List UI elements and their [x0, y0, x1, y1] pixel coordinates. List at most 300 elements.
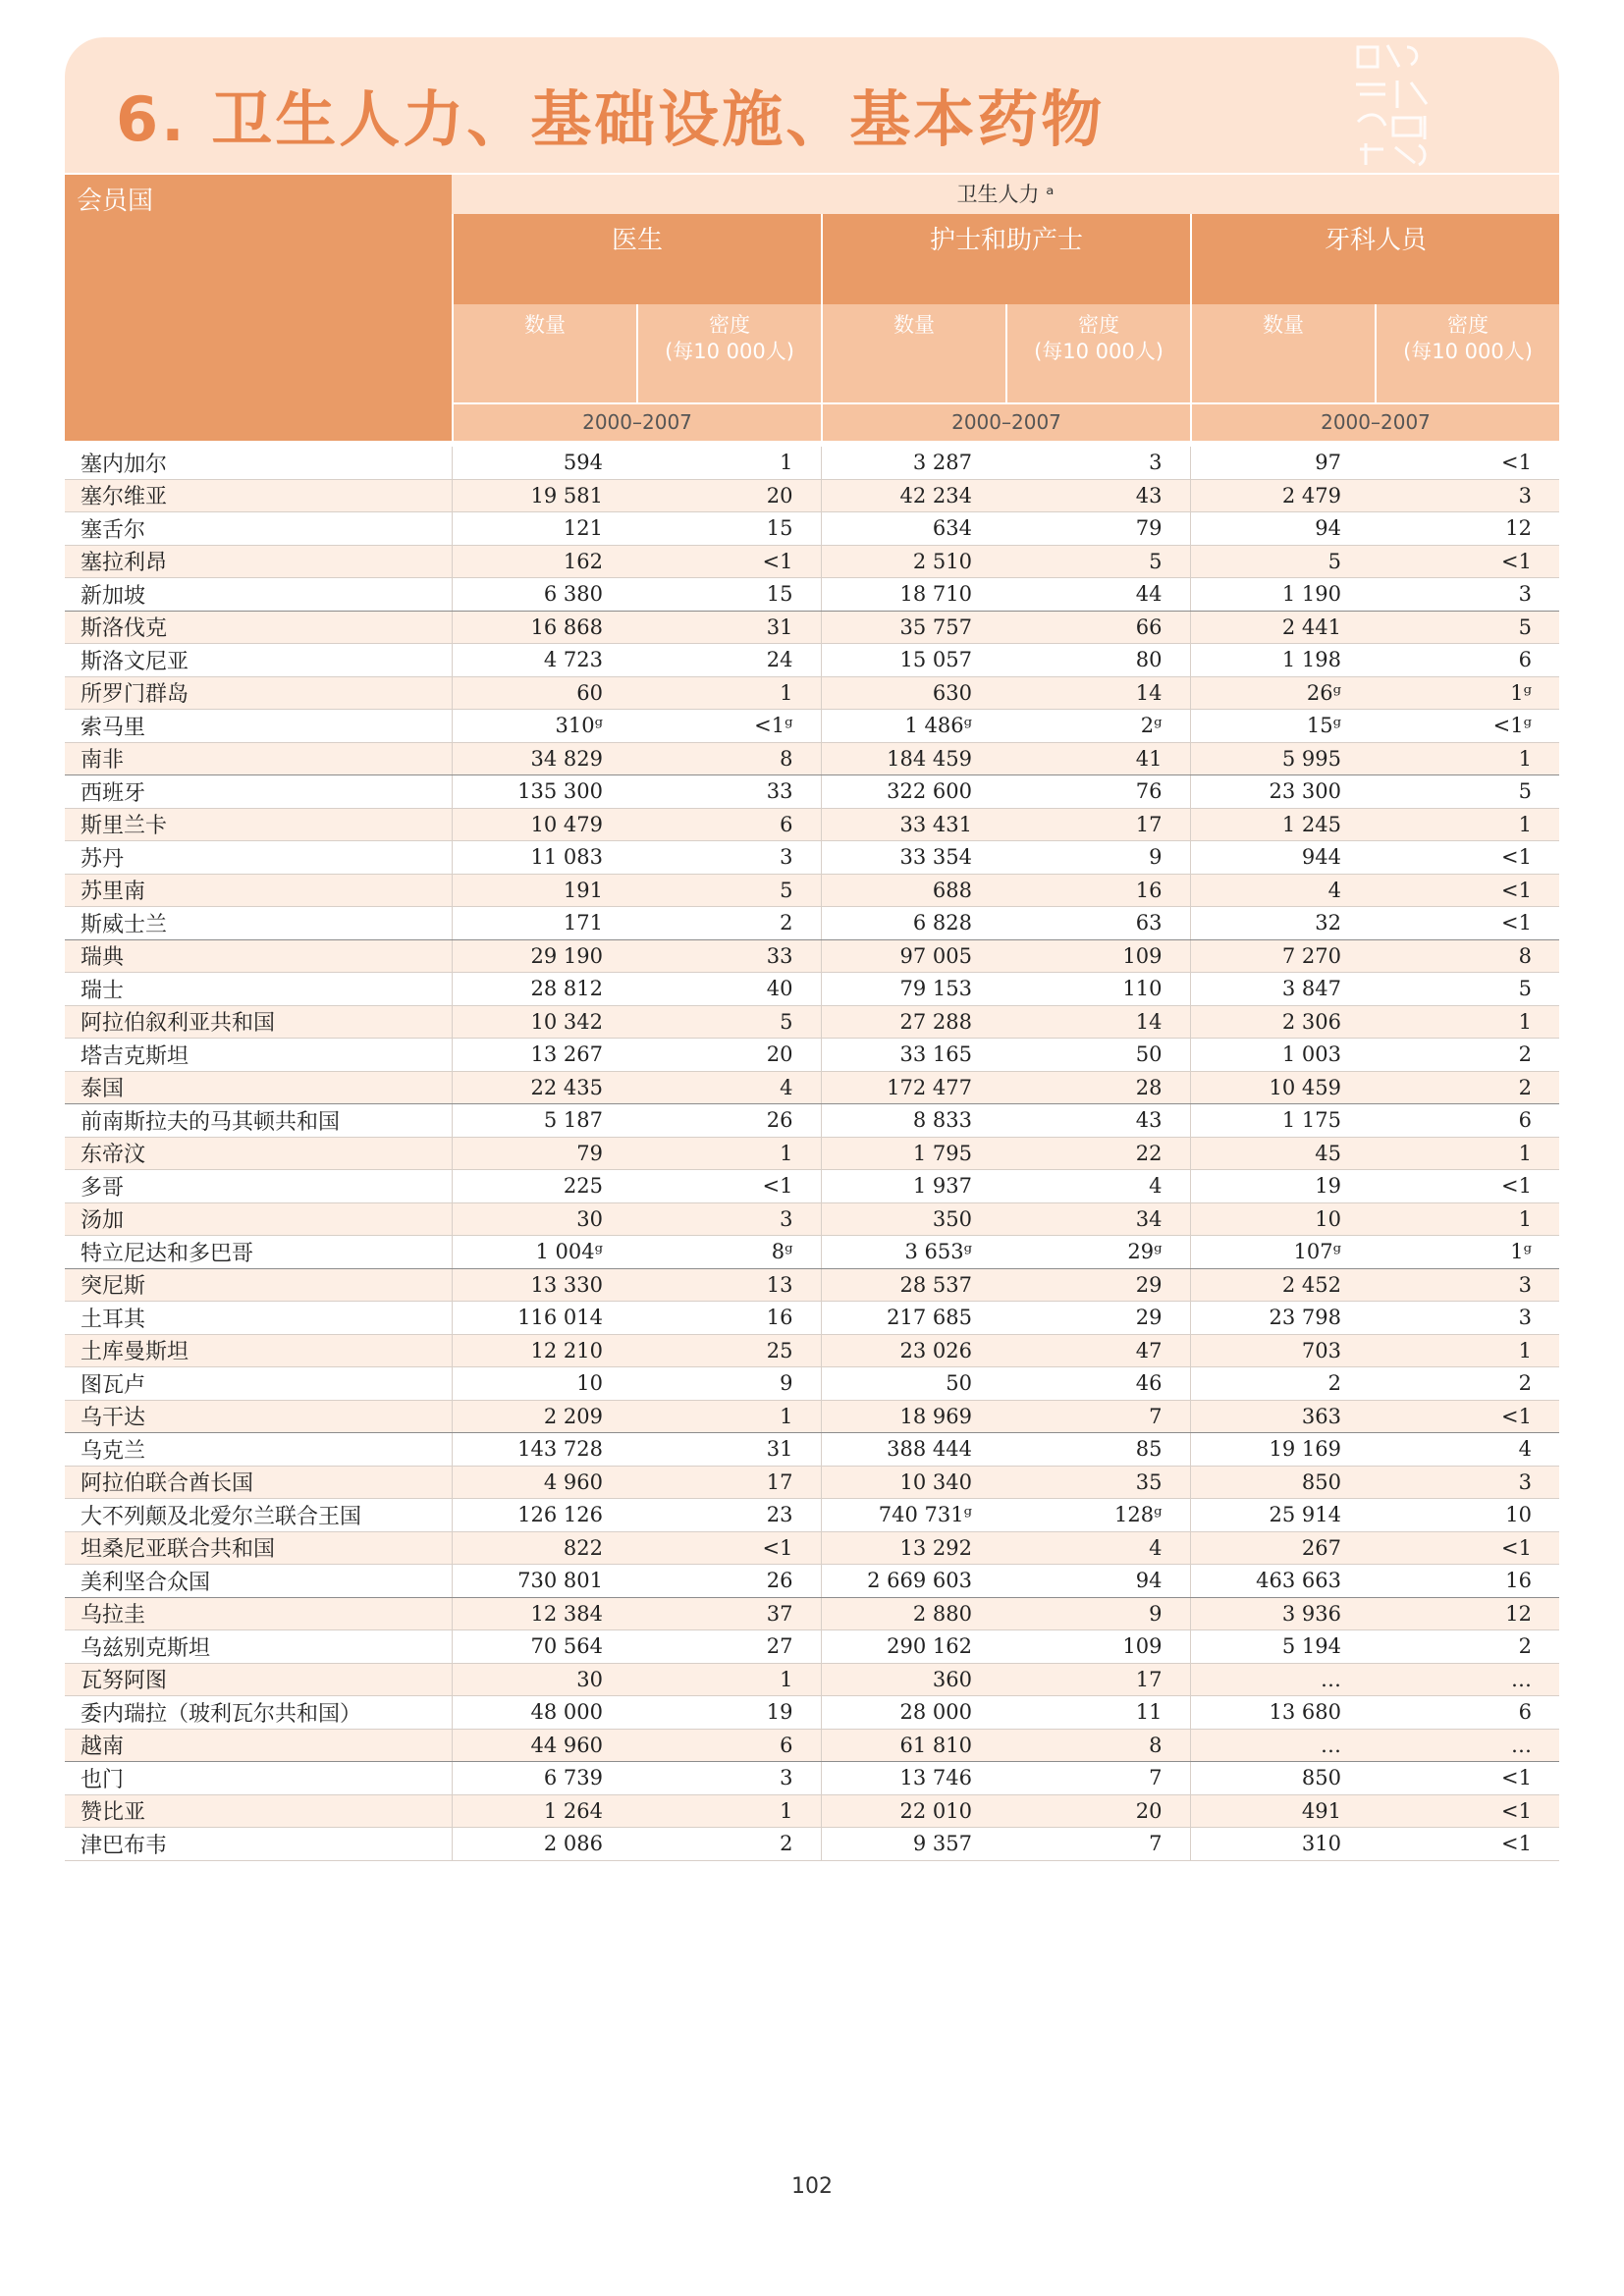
country-name: 西班牙 — [65, 775, 452, 809]
dentistry-count-cell: … — [1190, 1729, 1375, 1762]
physicians-density-cell: 16 — [636, 1302, 821, 1335]
member-states-header: 会员国 — [65, 175, 452, 441]
nurses-count-cell: 630 — [821, 676, 1005, 710]
physicians-density-cell: 15 — [636, 578, 821, 612]
nurses-count-cell: 3 287 — [821, 447, 1005, 479]
table-row — [65, 1137, 1559, 1170]
physicians-density-cell: 2 — [636, 1828, 821, 1861]
country-name: 泰国 — [65, 1071, 452, 1104]
nurses-density-cell: 4 — [1005, 1531, 1190, 1565]
dentistry-header: 牙科人员 — [1190, 214, 1559, 304]
dentistry-density-cell: <1 — [1375, 907, 1559, 940]
physicians-density-cell: <1ᵍ — [636, 710, 821, 743]
physicians-density-cell: 31 — [636, 1433, 821, 1467]
physicians-density-cell: 9 — [636, 1367, 821, 1401]
physicians-density-cell: 5 — [636, 874, 821, 907]
nurses-count-cell: 13 292 — [821, 1531, 1005, 1565]
dentistry-density-cell: 2 — [1375, 1630, 1559, 1664]
nurses-count-cell: 35 757 — [821, 611, 1005, 644]
table-row — [65, 1268, 1559, 1302]
country-name: 斯威士兰 — [65, 907, 452, 940]
country-name: 越南 — [65, 1729, 452, 1762]
dentistry-count-cell: 23 798 — [1190, 1302, 1375, 1335]
dentistry-count-cell: 1 003 — [1190, 1039, 1375, 1072]
country-name: 塞尔维亚 — [65, 479, 452, 512]
table-row — [65, 1202, 1559, 1236]
dentistry-density-cell: <1 — [1375, 1170, 1559, 1203]
physicians-density-cell: 6 — [636, 808, 821, 841]
dentistry-count-cell: 1 245 — [1190, 808, 1375, 841]
physicians-count-cell: 5 187 — [452, 1104, 636, 1138]
dentistry-density-cell: 1 — [1375, 808, 1559, 841]
table-row — [65, 1433, 1559, 1467]
table-row — [65, 676, 1559, 710]
table-row — [65, 973, 1559, 1006]
nurses-density-cell: 5 — [1005, 545, 1190, 578]
physicians-count-cell: 116 014 — [452, 1302, 636, 1335]
dentistry-count-cell: 23 300 — [1190, 775, 1375, 809]
dentistry-count-header: 数量 — [1190, 304, 1375, 402]
nurses-count-cell: 388 444 — [821, 1433, 1005, 1467]
physicians-density-cell: 23 — [636, 1499, 821, 1532]
physicians-count-cell: 70 564 — [452, 1630, 636, 1664]
physicians-density-cell: 17 — [636, 1466, 821, 1499]
physicians-density-cell: 1 — [636, 447, 821, 479]
physicians-count-cell: 28 812 — [452, 973, 636, 1006]
page-title: 6. 卫生人力、基础设施、基本药物 — [116, 83, 1106, 155]
dentistry-density-cell: 1 — [1375, 742, 1559, 775]
dentistry-count-cell: 1 190 — [1190, 578, 1375, 612]
dentistry-count-cell: 850 — [1190, 1466, 1375, 1499]
dentistry-density-cell: … — [1375, 1663, 1559, 1696]
physicians-density-cell: 6 — [636, 1729, 821, 1762]
country-name: 斯洛伐克 — [65, 611, 452, 644]
dentistry-density-cell: 2 — [1375, 1039, 1559, 1072]
physicians-density-cell: 3 — [636, 1762, 821, 1795]
nurses-density-cell: 29ᵍ — [1005, 1236, 1190, 1269]
nurses-count-cell: 172 477 — [821, 1071, 1005, 1104]
nurses-count-cell: 33 431 — [821, 808, 1005, 841]
nurses-density-cell: 50 — [1005, 1039, 1190, 1072]
physicians-header: 医生 — [452, 214, 821, 304]
nurses-count-cell: 33 165 — [821, 1039, 1005, 1072]
dentistry-count-cell: 2 441 — [1190, 611, 1375, 644]
physicians-density-cell: 33 — [636, 775, 821, 809]
dentistry-count-cell: 5 194 — [1190, 1630, 1375, 1664]
dentistry-density-cell: 6 — [1375, 644, 1559, 677]
table-row — [65, 710, 1559, 743]
table-row — [65, 1400, 1559, 1433]
dentistry-density-cell: 3 — [1375, 479, 1559, 512]
dentistry-density-cell: 6 — [1375, 1104, 1559, 1138]
physicians-count-cell: 1 264 — [452, 1794, 636, 1828]
country-name: 瓦努阿图 — [65, 1663, 452, 1696]
dentistry-count-cell: 4 — [1190, 874, 1375, 907]
country-name: 乌拉圭 — [65, 1597, 452, 1630]
physicians-density-cell: 26 — [636, 1565, 821, 1598]
dentistry-density-cell: 5 — [1375, 611, 1559, 644]
physicians-count-cell: 13 267 — [452, 1039, 636, 1072]
country-name: 委内瑞拉（玻利瓦尔共和国） — [65, 1696, 452, 1730]
physicians-count-cell: 34 829 — [452, 742, 636, 775]
dentistry-density-cell: <1 — [1375, 1762, 1559, 1795]
country-name: 所罗门群岛 — [65, 676, 452, 710]
physicians-density-cell: 37 — [636, 1597, 821, 1630]
country-name: 津巴布韦 — [65, 1828, 452, 1861]
nurses-count-cell: 3 653ᵍ — [821, 1236, 1005, 1269]
nurses-density-cell: 20 — [1005, 1794, 1190, 1828]
nurses-density-cell: 29 — [1005, 1302, 1190, 1335]
dentistry-count-cell: 10 — [1190, 1202, 1375, 1236]
dentistry-density-cell: 1ᵍ — [1375, 1236, 1559, 1269]
physicians-count-cell: 16 868 — [452, 611, 636, 644]
physicians-density-cell: 24 — [636, 644, 821, 677]
dentistry-density-cell: 3 — [1375, 1268, 1559, 1302]
physicians-density-cell: 4 — [636, 1071, 821, 1104]
dentistry-density-cell: <1 — [1375, 1531, 1559, 1565]
nurses-count-cell: 33 354 — [821, 841, 1005, 875]
country-name: 新加坡 — [65, 578, 452, 612]
nurses-density-cell: 22 — [1005, 1137, 1190, 1170]
country-name: 多哥 — [65, 1170, 452, 1203]
nurses-count-cell: 97 005 — [821, 939, 1005, 973]
dentistry-count-cell: 13 680 — [1190, 1696, 1375, 1730]
country-name: 苏丹 — [65, 841, 452, 875]
dentistry-count-cell: 19 — [1190, 1170, 1375, 1203]
physicians-density-cell: 19 — [636, 1696, 821, 1730]
nurses-density-cell: 44 — [1005, 578, 1190, 612]
country-name: 乌克兰 — [65, 1433, 452, 1467]
nurses-density-cell: 35 — [1005, 1466, 1190, 1499]
nurses-density-cell: 28 — [1005, 1071, 1190, 1104]
page-number: 102 — [791, 2174, 833, 2199]
dentistry-density-header: 密度 (每10 000人) — [1375, 304, 1559, 402]
physicians-count-cell: 48 000 — [452, 1696, 636, 1730]
nurses-density-cell: 29 — [1005, 1268, 1190, 1302]
physicians-density-cell: 20 — [636, 1039, 821, 1072]
nurses-density-cell: 66 — [1005, 611, 1190, 644]
table-row — [65, 1828, 1559, 1861]
table-row — [65, 1302, 1559, 1335]
physicians-density-cell: 40 — [636, 973, 821, 1006]
dentistry-density-cell: 5 — [1375, 973, 1559, 1006]
physicians-year-range: 2000–2007 — [452, 404, 821, 441]
country-name: 阿拉伯叙利亚共和国 — [65, 1005, 452, 1039]
physicians-count-cell: 30 — [452, 1663, 636, 1696]
nurses-count-cell: 688 — [821, 874, 1005, 907]
nurses-count-cell: 13 746 — [821, 1762, 1005, 1795]
dentistry-count-cell: 15ᵍ — [1190, 710, 1375, 743]
country-name: 塞舌尔 — [65, 512, 452, 546]
dentistry-density-cell: 1 — [1375, 1202, 1559, 1236]
dentistry-density-cell: 4 — [1375, 1433, 1559, 1467]
physicians-density-cell: <1 — [636, 1531, 821, 1565]
nurses-count-cell: 322 600 — [821, 775, 1005, 809]
dentistry-density-cell: 8 — [1375, 939, 1559, 973]
table-row — [65, 1367, 1559, 1401]
nurses-count-cell: 23 026 — [821, 1334, 1005, 1367]
dentistry-density-cell: 1 — [1375, 1334, 1559, 1367]
nurses-density-cell: 109 — [1005, 939, 1190, 973]
physicians-count-cell: 594 — [452, 447, 636, 479]
dentistry-density-cell: 1ᵍ — [1375, 676, 1559, 710]
country-name: 图瓦卢 — [65, 1367, 452, 1401]
nurses-density-cell: 4 — [1005, 1170, 1190, 1203]
physicians-count-cell: 126 126 — [452, 1499, 636, 1532]
table-row — [65, 1334, 1559, 1367]
physicians-count-cell: 822 — [452, 1531, 636, 1565]
country-name: 土耳其 — [65, 1302, 452, 1335]
physicians-count-cell: 2 086 — [452, 1828, 636, 1861]
physicians-count-header: 数量 — [452, 304, 636, 402]
physicians-count-cell: 143 728 — [452, 1433, 636, 1467]
dentistry-density-cell: <1ᵍ — [1375, 710, 1559, 743]
dentistry-count-cell: 97 — [1190, 447, 1375, 479]
nurses-density-cell: 46 — [1005, 1367, 1190, 1401]
nurses-density-cell: 94 — [1005, 1565, 1190, 1598]
dentistry-count-cell: 45 — [1190, 1137, 1375, 1170]
dentistry-density-cell: <1 — [1375, 545, 1559, 578]
nurses-count-cell: 217 685 — [821, 1302, 1005, 1335]
country-name: 塔吉克斯坦 — [65, 1039, 452, 1072]
table-row — [65, 1597, 1559, 1630]
physicians-density-cell: <1 — [636, 545, 821, 578]
workforce-table — [65, 447, 1559, 1861]
nurses-count-cell: 350 — [821, 1202, 1005, 1236]
physicians-count-cell: 10 342 — [452, 1005, 636, 1039]
dentistry-density-cell: 12 — [1375, 1597, 1559, 1630]
dentistry-density-cell: 3 — [1375, 1466, 1559, 1499]
physicians-count-cell: 171 — [452, 907, 636, 940]
physicians-density-header: 密度 (每10 000人) — [636, 304, 821, 402]
country-name: 斯洛文尼亚 — [65, 644, 452, 677]
nurses-count-header: 数量 — [821, 304, 1005, 402]
dentistry-density-cell: 3 — [1375, 578, 1559, 612]
nurses-density-cell: 76 — [1005, 775, 1190, 809]
physicians-density-cell: 26 — [636, 1104, 821, 1138]
nurses-count-cell: 184 459 — [821, 742, 1005, 775]
health-workforce-header: 卫生人力 ᵃ — [452, 175, 1559, 214]
nurses-density-cell: 7 — [1005, 1400, 1190, 1433]
nurses-count-cell: 9 357 — [821, 1828, 1005, 1861]
nurses-density-cell: 11 — [1005, 1696, 1190, 1730]
physicians-density-cell: 3 — [636, 841, 821, 875]
dentistry-density-cell: 6 — [1375, 1696, 1559, 1730]
dentistry-count-cell: 267 — [1190, 1531, 1375, 1565]
country-name: 乌干达 — [65, 1400, 452, 1433]
table-row — [65, 775, 1559, 809]
nurses-count-cell: 15 057 — [821, 644, 1005, 677]
nurses-count-cell: 634 — [821, 512, 1005, 546]
table-row — [65, 1170, 1559, 1203]
physicians-density-cell: 33 — [636, 939, 821, 973]
country-name: 斯里兰卡 — [65, 808, 452, 841]
nurses-density-cell: 9 — [1005, 1597, 1190, 1630]
title-banner — [65, 37, 1559, 173]
dentistry-density-cell: <1 — [1375, 1794, 1559, 1828]
table-row — [65, 1794, 1559, 1828]
table-row — [65, 479, 1559, 512]
nurses-density-cell: 85 — [1005, 1433, 1190, 1467]
nurses-density-cell: 14 — [1005, 1005, 1190, 1039]
nurses-density-cell: 47 — [1005, 1334, 1190, 1367]
nurses-count-cell: 8 833 — [821, 1104, 1005, 1138]
nurses-count-cell: 28 537 — [821, 1268, 1005, 1302]
nurses-count-cell: 1 795 — [821, 1137, 1005, 1170]
nurses-count-cell: 42 234 — [821, 479, 1005, 512]
physicians-count-cell: 22 435 — [452, 1071, 636, 1104]
physicians-count-cell: 12 210 — [452, 1334, 636, 1367]
physicians-count-cell: 29 190 — [452, 939, 636, 973]
nurses-density-cell: 43 — [1005, 479, 1190, 512]
nurses-count-cell: 79 153 — [821, 973, 1005, 1006]
nurses-count-cell: 18 969 — [821, 1400, 1005, 1433]
dentistry-count-cell: 2 306 — [1190, 1005, 1375, 1039]
table-row — [65, 1663, 1559, 1696]
physicians-count-cell: 79 — [452, 1137, 636, 1170]
nurses-density-cell: 14 — [1005, 676, 1190, 710]
nurses-density-cell: 128ᵍ — [1005, 1499, 1190, 1532]
table-row — [65, 841, 1559, 875]
country-name: 瑞典 — [65, 939, 452, 973]
table-row — [65, 742, 1559, 775]
table-body — [65, 447, 1559, 1860]
table-row — [65, 1104, 1559, 1138]
nurses-density-cell: 7 — [1005, 1762, 1190, 1795]
dentistry-density-cell: 1 — [1375, 1137, 1559, 1170]
table-row — [65, 1729, 1559, 1762]
dentistry-density-cell: <1 — [1375, 841, 1559, 875]
dentistry-count-cell: 850 — [1190, 1762, 1375, 1795]
dentistry-count-cell: 3 936 — [1190, 1597, 1375, 1630]
country-name: 苏里南 — [65, 874, 452, 907]
dentistry-density-cell: 3 — [1375, 1302, 1559, 1335]
nurses-count-cell: 50 — [821, 1367, 1005, 1401]
nurses-count-cell: 360 — [821, 1663, 1005, 1696]
nurses-density-cell: 43 — [1005, 1104, 1190, 1138]
dentistry-count-cell: 703 — [1190, 1334, 1375, 1367]
table-row — [65, 1236, 1559, 1269]
physicians-count-cell: 225 — [452, 1170, 636, 1203]
dentistry-count-cell: 310 — [1190, 1828, 1375, 1861]
nurses-density-cell: 63 — [1005, 907, 1190, 940]
table-row — [65, 939, 1559, 973]
nurses-year-range: 2000–2007 — [821, 404, 1190, 441]
dentistry-count-cell: … — [1190, 1663, 1375, 1696]
physicians-count-cell: 10 — [452, 1367, 636, 1401]
nurses-density-cell: 9 — [1005, 841, 1190, 875]
nurses-density-cell: 3 — [1005, 447, 1190, 479]
country-name: 南非 — [65, 742, 452, 775]
country-name: 瑞士 — [65, 973, 452, 1006]
physicians-density-cell: 20 — [636, 479, 821, 512]
table-row — [65, 512, 1559, 546]
dentistry-count-cell: 1 175 — [1190, 1104, 1375, 1138]
nurses-density-cell: 16 — [1005, 874, 1190, 907]
physicians-density-cell: 8 — [636, 742, 821, 775]
physicians-count-cell: 6 739 — [452, 1762, 636, 1795]
nurses-count-cell: 1 937 — [821, 1170, 1005, 1203]
physicians-count-cell: 60 — [452, 676, 636, 710]
table-row — [65, 1039, 1559, 1072]
table-row — [65, 1565, 1559, 1598]
physicians-density-cell: 1 — [636, 1663, 821, 1696]
nurses-density-cell: 8 — [1005, 1729, 1190, 1762]
nurses-count-cell: 10 340 — [821, 1466, 1005, 1499]
physicians-count-cell: 4 723 — [452, 644, 636, 677]
dentistry-density-cell: 12 — [1375, 512, 1559, 546]
country-name: 阿拉伯联合酋长国 — [65, 1466, 452, 1499]
nurses-count-cell: 2 669 603 — [821, 1565, 1005, 1598]
table-row — [65, 644, 1559, 677]
physicians-count-cell: 12 384 — [452, 1597, 636, 1630]
table-row — [65, 1499, 1559, 1532]
country-name: 美利坚合众国 — [65, 1565, 452, 1598]
nurses-count-cell: 27 288 — [821, 1005, 1005, 1039]
nurses-density-cell: 110 — [1005, 973, 1190, 1006]
table-row — [65, 1005, 1559, 1039]
physicians-count-cell: 2 209 — [452, 1400, 636, 1433]
dentistry-density-cell: <1 — [1375, 874, 1559, 907]
dentistry-density-cell: … — [1375, 1729, 1559, 1762]
nurses-density-cell: 2ᵍ — [1005, 710, 1190, 743]
physicians-density-cell: 8ᵍ — [636, 1236, 821, 1269]
table-row — [65, 1466, 1559, 1499]
country-name: 塞内加尔 — [65, 447, 452, 479]
nurses-density-cell: 79 — [1005, 512, 1190, 546]
country-name: 大不列颠及北爱尔兰联合王国 — [65, 1499, 452, 1532]
country-name: 突尼斯 — [65, 1268, 452, 1302]
dentistry-count-cell: 1 198 — [1190, 644, 1375, 677]
table-row — [65, 447, 1559, 479]
nurses-midwives-header: 护士和助产士 — [821, 214, 1190, 304]
nurses-density-cell: 109 — [1005, 1630, 1190, 1664]
table-row — [65, 545, 1559, 578]
country-name: 赞比亚 — [65, 1794, 452, 1828]
country-name: 坦桑尼亚联合共和国 — [65, 1531, 452, 1565]
dentistry-density-cell: 2 — [1375, 1071, 1559, 1104]
table-row — [65, 1696, 1559, 1730]
nurses-density-cell: 41 — [1005, 742, 1190, 775]
table-row — [65, 578, 1559, 612]
dentistry-count-cell: 463 663 — [1190, 1565, 1375, 1598]
dentistry-density-cell: <1 — [1375, 1400, 1559, 1433]
table-row — [65, 1630, 1559, 1664]
physicians-count-cell: 730 801 — [452, 1565, 636, 1598]
physicians-count-cell: 19 581 — [452, 479, 636, 512]
table-row — [65, 874, 1559, 907]
nurses-density-header: 密度 (每10 000人) — [1005, 304, 1190, 402]
dentistry-density-cell: 1 — [1375, 1005, 1559, 1039]
table-row — [65, 808, 1559, 841]
dentistry-density-cell: 2 — [1375, 1367, 1559, 1401]
physicians-count-cell: 191 — [452, 874, 636, 907]
physicians-density-cell: 1 — [636, 1794, 821, 1828]
physicians-count-cell: 30 — [452, 1202, 636, 1236]
physicians-count-cell: 4 960 — [452, 1466, 636, 1499]
physicians-density-cell: 15 — [636, 512, 821, 546]
nurses-count-cell: 1 486ᵍ — [821, 710, 1005, 743]
dentistry-count-cell: 32 — [1190, 907, 1375, 940]
physicians-density-cell: 1 — [636, 676, 821, 710]
dentistry-density-cell: <1 — [1375, 1828, 1559, 1861]
nurses-density-cell: 80 — [1005, 644, 1190, 677]
physicians-count-cell: 6 380 — [452, 578, 636, 612]
physicians-count-cell: 44 960 — [452, 1729, 636, 1762]
nurses-density-cell: 17 — [1005, 1663, 1190, 1696]
nurses-count-cell: 61 810 — [821, 1729, 1005, 1762]
dentistry-density-cell: <1 — [1375, 447, 1559, 479]
